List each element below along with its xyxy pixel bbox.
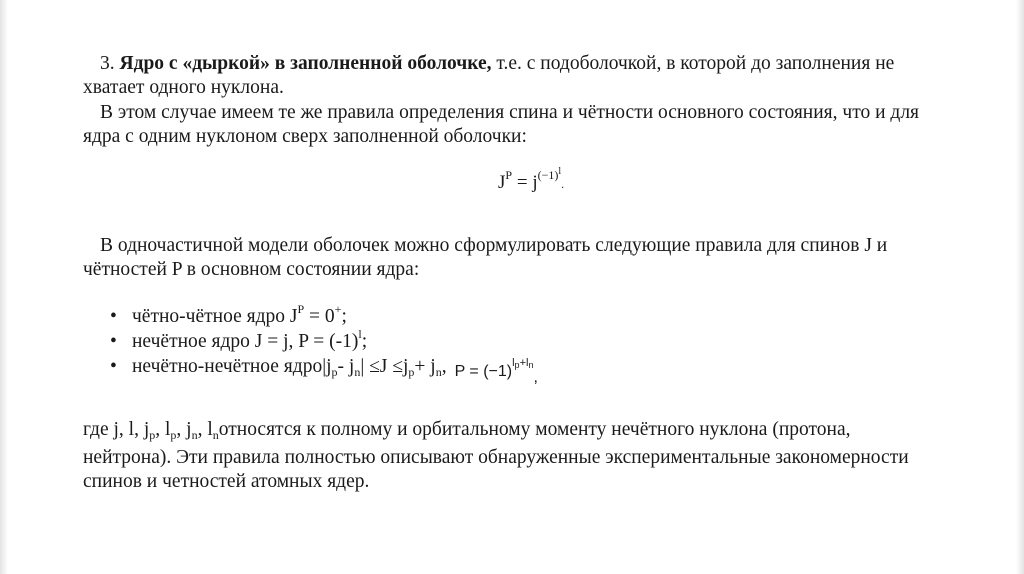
rule-odd-odd: • нечётно-нечётное $ядро|j_p-$ $j_n| \le J \le j_p+ j_n$, $_{P = (-1)^{l_p+l_n},}$ <box>110 354 538 380</box>
rule-paragraph-line-1: В этом случае имеем те же правила определения спина и чётности основного состояния, что и для <box>100 102 920 123</box>
left-page-shadow <box>0 0 8 574</box>
section-heading: Ядро с «дыркой» в заполненной оболочке, <box>119 53 492 74</box>
rule-even-even: • чётно-чётное ядро $J^P = 0^+$; <box>110 304 538 329</box>
right-page-shadow <box>1016 0 1024 574</box>
section-number: 3. <box>100 53 115 74</box>
rule-paragraph-line-2: ядра с одним нуклоном сверх заполненной оболочки: <box>83 126 527 147</box>
footer-line-1: где j, l, $j_p$, $l_p$, $j_n$, $l_nотносятся$ к полному и орбитальному моменту нечётного нуклона (протона, <box>83 419 851 442</box>
eq-exponent-sup: l <box>558 166 562 177</box>
eq-lhs-sup: P <box>505 168 513 182</box>
eq-lhs: J <box>498 172 506 193</box>
spin-parity-equation <box>498 166 565 194</box>
rules-list <box>110 302 538 386</box>
rule-odd: • нечётное ядро J = j, $P = (-1)^l$; <box>110 329 538 354</box>
parity-formula: P = (−1)lp+ln, <box>454 357 538 386</box>
eq-sign: = <box>516 172 528 193</box>
footer-line-2: нейтрона). Эти правила полностью описывают обнаруженные экспериментальные закономерности <box>83 447 909 468</box>
eq-base: j <box>532 172 538 193</box>
eq-tail: . <box>561 177 565 191</box>
intro-line-1 <box>100 52 894 76</box>
intro-rest: т.е. с подоболочкой, в которой до заполнения не <box>496 53 895 74</box>
eq-exponent: (−1) <box>537 168 559 182</box>
footer-line-3: спинов и четностей атомных ядер. <box>83 471 370 492</box>
intro-line-2: хватает одного нуклона. <box>83 77 284 98</box>
model-line-1: В одночастичной модели оболочек можно сформулировать следующие правила для спинов J и <box>100 235 888 256</box>
model-line-2: чётностей P в основном состоянии ядра: <box>83 259 420 280</box>
